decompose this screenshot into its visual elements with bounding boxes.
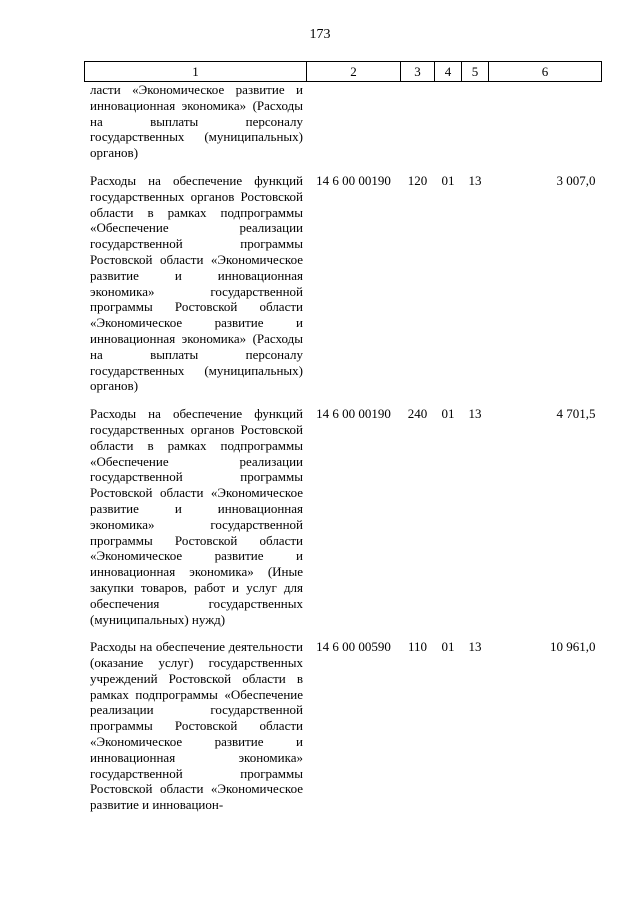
header-col-2: 2 bbox=[307, 62, 401, 82]
header-col-4: 4 bbox=[435, 62, 462, 82]
row-section bbox=[435, 82, 462, 161]
header-col-1: 1 bbox=[85, 62, 307, 82]
page-number: 173 bbox=[309, 27, 331, 42]
row-target-code: 14 6 00 00190 bbox=[316, 406, 391, 422]
row-description: Расходы на обеспечение функций государственных органов Ростовской области в рамках подпрограммы «Обеспечение реализации государственной программы Ростовской области «Экономическое развитие и инновационная экономика» государственной программы Ростовской области «Экономическое развитие и инновационная экономика» (Расходы на выплаты персоналу государственных (муниципальных) органов) bbox=[90, 172, 303, 394]
row-expense-type: 120 bbox=[407, 172, 428, 188]
row-amount: 10 961,0 bbox=[550, 639, 596, 655]
row-subsection: 13 bbox=[468, 639, 482, 655]
row-section: 01 bbox=[441, 639, 455, 655]
table-body bbox=[85, 82, 602, 814]
row-description: Расходы на обеспечение функций государственных органов Ростовской области в рамках подпрограммы «Обеспечение реализации государственной программы Ростовской области «Экономическое развитие и инновационная экономика» государственной программы Ростовской области «Экономическое развитие и инновационная экономика» (Иные закупки товаров, работ и услуг для обеспечения государственных (муниципальных) нужд) bbox=[90, 406, 303, 627]
table-row bbox=[85, 161, 602, 394]
table-row bbox=[85, 394, 602, 627]
row-section: 01 bbox=[441, 172, 455, 188]
header-row bbox=[85, 62, 602, 82]
row-expense-type: 110 bbox=[407, 639, 428, 655]
row-subsection: 13 bbox=[468, 406, 482, 422]
row-description: Расходы на обеспечение деятельности (оказание услуг) государственных учреждений Ростовской области в рамках подпрограммы «Обеспечение реализации государственной программы Ростовской области «Экономическое развитие и инновационная экономика» государственной программы Ростовской области «Экономическое развитие и инновацион- bbox=[90, 639, 303, 813]
row-subsection: 13 bbox=[468, 172, 482, 188]
budget-table bbox=[84, 61, 602, 813]
row-expense-type: 240 bbox=[407, 406, 428, 422]
row-amount: 4 701,5 bbox=[556, 406, 596, 422]
row-expense-type bbox=[401, 82, 435, 161]
table-row bbox=[85, 627, 602, 813]
header-col-3: 3 bbox=[401, 62, 435, 82]
header-col-6: 6 bbox=[489, 62, 602, 82]
row-target-code: 14 6 00 00190 bbox=[316, 172, 391, 188]
table-row bbox=[85, 82, 602, 161]
row-target-code bbox=[307, 82, 401, 161]
header-col-5: 5 bbox=[462, 62, 489, 82]
row-subsection bbox=[462, 82, 489, 161]
row-description: ласти «Экономическое развитие и инновационная экономика» (Расходы на выплаты персоналу государственных (муниципальных) органов) bbox=[90, 82, 303, 161]
row-section: 01 bbox=[441, 406, 455, 422]
row-target-code: 14 6 00 00590 bbox=[316, 639, 391, 655]
row-amount bbox=[489, 82, 602, 161]
table-header bbox=[85, 62, 602, 82]
row-amount: 3 007,0 bbox=[556, 172, 596, 188]
